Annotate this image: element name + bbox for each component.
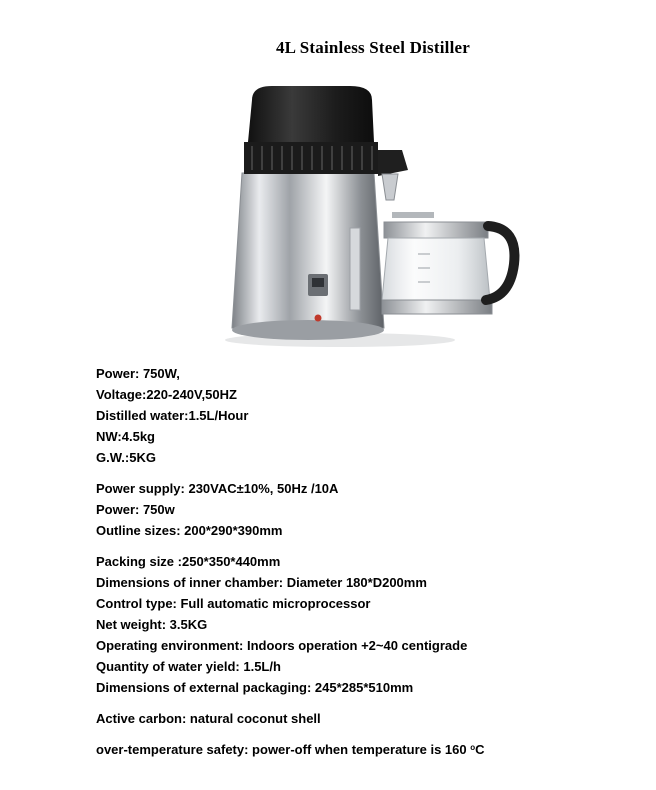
safety-text: over-temperature safety: power-off when temperature is 160 bbox=[96, 742, 471, 757]
spec-line: Quantity of water yield: 1.5L/h bbox=[96, 659, 281, 674]
unit-suffix: C bbox=[475, 742, 485, 757]
spec-group-power bbox=[96, 478, 636, 541]
spec-line: Packing size :250*350*440mm bbox=[96, 554, 281, 569]
degree-symbol: o bbox=[470, 743, 476, 752]
spec-line: G.W.:5KG bbox=[96, 450, 156, 465]
spec-line-safety bbox=[96, 739, 636, 760]
spec-group-basic bbox=[96, 363, 636, 468]
spec-line: Dimensions of inner chamber: Diameter 180*D200mm bbox=[96, 575, 427, 590]
spec-line: Outline sizes: 200*290*390mm bbox=[96, 523, 283, 538]
spec-line: Dimensions of external packaging: 245*285*510mm bbox=[96, 680, 414, 695]
spec-group-details bbox=[96, 551, 636, 698]
page-title: 4L Stainless Steel Distiller bbox=[275, 38, 470, 57]
spec-line: Active carbon: natural coconut shell bbox=[96, 711, 321, 726]
spec-group-carbon bbox=[96, 708, 636, 729]
spec-line: Power: 750w bbox=[96, 502, 175, 517]
spec-line: Voltage:220-240V,50HZ bbox=[96, 387, 237, 402]
spec-line: NW:4.5kg bbox=[96, 429, 155, 444]
spec-line: Net weight: 3.5KG bbox=[96, 617, 208, 632]
specification-list bbox=[96, 363, 636, 770]
distiller-product-image bbox=[222, 78, 532, 350]
spec-line: Power supply: 230VAC±10%, 50Hz /10A bbox=[96, 481, 339, 496]
spec-line: Power: 750W, bbox=[96, 366, 180, 381]
spec-line: Operating environment: Indoors operation +2~40 centigrade bbox=[96, 638, 468, 653]
spec-line: Control type: Full automatic microprocessor bbox=[96, 596, 371, 611]
spec-group-safety bbox=[96, 739, 636, 760]
spec-line: Distilled water:1.5L/Hour bbox=[96, 408, 249, 423]
